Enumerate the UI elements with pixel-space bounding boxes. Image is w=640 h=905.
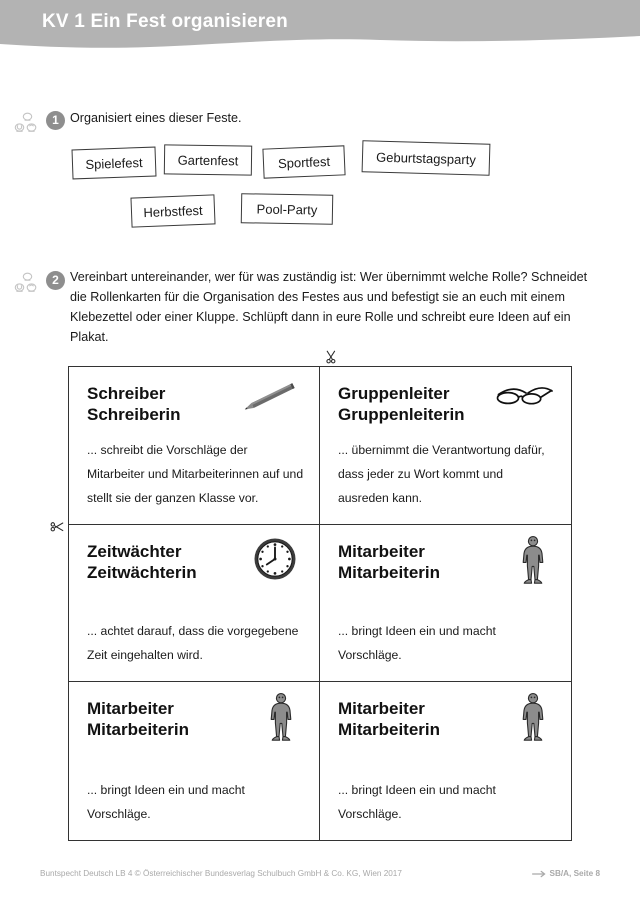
person-icon: [519, 535, 547, 587]
group-work-icon: [14, 112, 44, 136]
person-icon: [267, 692, 295, 744]
role-card-title-line1: Schreiber: [87, 384, 166, 403]
fest-option-label: Herbstfest: [143, 202, 203, 220]
cut-mark-top: [325, 350, 337, 364]
role-card-description: ... bringt Ideen ein und macht Vorschläge.: [87, 783, 245, 821]
fest-option-label: Gartenfest: [177, 152, 239, 168]
person-icon: [519, 692, 547, 744]
role-card-title-line2: Schreiberin: [87, 405, 181, 424]
role-card-title: [87, 541, 262, 583]
role-card-gruppenleiter[interactable]: [320, 367, 571, 525]
footer-copyright: Buntspecht Deutsch LB 4 © Österreichischer Bundesverlag Schulbuch GmbH & Co. KG, Wien 2017: [40, 869, 402, 878]
page-header-banner: [0, 0, 640, 56]
role-card-title-line2: Zeitwächterin: [87, 562, 197, 582]
cut-mark-left: [50, 521, 64, 533]
role-card-title-line1: Gruppenleiter: [338, 384, 450, 403]
footer-reference: [532, 869, 600, 878]
fest-option-spielefest[interactable]: [72, 147, 157, 180]
role-card-title: [338, 383, 513, 425]
role-card-title-line1: Mitarbeiter: [87, 699, 174, 719]
task-2-instruction: Vereinbart untereinander, wer für was zuständig ist: Wer übernimmt welche Rolle? Schneidet die Rollenkarten für die Organisation des Festes aus und befestigt sie an euch mit einem Klebezettel oder einer Kluppe. Schlüpft dann in eure Rolle und schreibt eure Ideen auf ein Plakat.: [70, 270, 588, 344]
role-card-description: ... übernimmt die Verantwortung dafür, dass jeder zu Wort kommt und ausreden kann.: [338, 442, 545, 505]
fest-options-group: [0, 140, 640, 240]
role-card-title-line1: Zeitwächter: [87, 541, 182, 561]
role-card-title: [338, 698, 513, 740]
scissors-icon: [50, 521, 64, 533]
fest-option-gartenfest[interactable]: [164, 144, 252, 175]
footer-reference-label: SB/A, Seite 8: [549, 869, 600, 878]
fest-option-pool-party[interactable]: [241, 193, 334, 225]
role-card-description: ... bringt Ideen ein und macht Vorschläge.: [338, 783, 496, 821]
role-card-title: [87, 383, 262, 425]
fest-option-label: Spielefest: [85, 154, 143, 172]
role-card-description: ... schreibt die Vorschläge der Mitarbeiter und Mitarbeiterinnen auf und stellt sie der ganzen Klasse vor.: [87, 442, 304, 505]
role-card-title-line1: Mitarbeiter: [338, 541, 425, 561]
role-card-title-line2: Mitarbeiterin: [87, 720, 190, 740]
role-card-description: ... bringt Ideen ein und macht Vorschläge.: [338, 624, 496, 663]
role-card-title-line1: Mitarbeiter: [338, 699, 425, 719]
role-card-title-line2: Mitarbeiterin: [338, 720, 441, 740]
task-2-number-badge: 2: [46, 271, 65, 290]
scissors-icon: [325, 350, 337, 364]
eyeglasses-icon: [495, 381, 555, 413]
fest-option-label: Sportfest: [277, 153, 331, 171]
role-card-mitarbeiter-2[interactable]: [69, 682, 320, 840]
role-card-zeitwaechter[interactable]: [69, 525, 320, 683]
fest-option-geburtstagsparty[interactable]: [362, 140, 491, 176]
right-arrow-icon: [532, 870, 546, 878]
fest-option-herbstfest[interactable]: [130, 194, 215, 227]
role-card-title-line2: Gruppenleiterin: [338, 405, 465, 424]
clock-icon: [253, 537, 297, 581]
role-card-title: [87, 698, 262, 740]
group-work-icon: [14, 272, 44, 296]
role-cards-grid: [68, 366, 572, 841]
page-title: KV 1 Ein Fest organisieren: [42, 11, 288, 32]
role-card-description: ... achtet darauf, dass die vorgegebene Zeit eingehalten wird.: [87, 624, 299, 663]
task-1-number-badge: 1: [46, 111, 65, 130]
fest-option-sportfest[interactable]: [262, 145, 345, 178]
pencil-icon: [239, 381, 303, 415]
role-card-title-line2: Mitarbeiterin: [338, 562, 441, 582]
role-card-mitarbeiter-3[interactable]: [320, 682, 571, 840]
role-card-title: [338, 541, 513, 583]
task-1-instruction: Organisiert eines dieser Feste.: [70, 111, 242, 125]
role-card-schreiber[interactable]: [69, 367, 320, 525]
fest-option-label: Pool-Party: [256, 200, 318, 218]
role-card-mitarbeiter-1[interactable]: [320, 525, 571, 683]
fest-option-label: Geburtstagsparty: [375, 149, 477, 167]
page-footer: [0, 869, 640, 883]
